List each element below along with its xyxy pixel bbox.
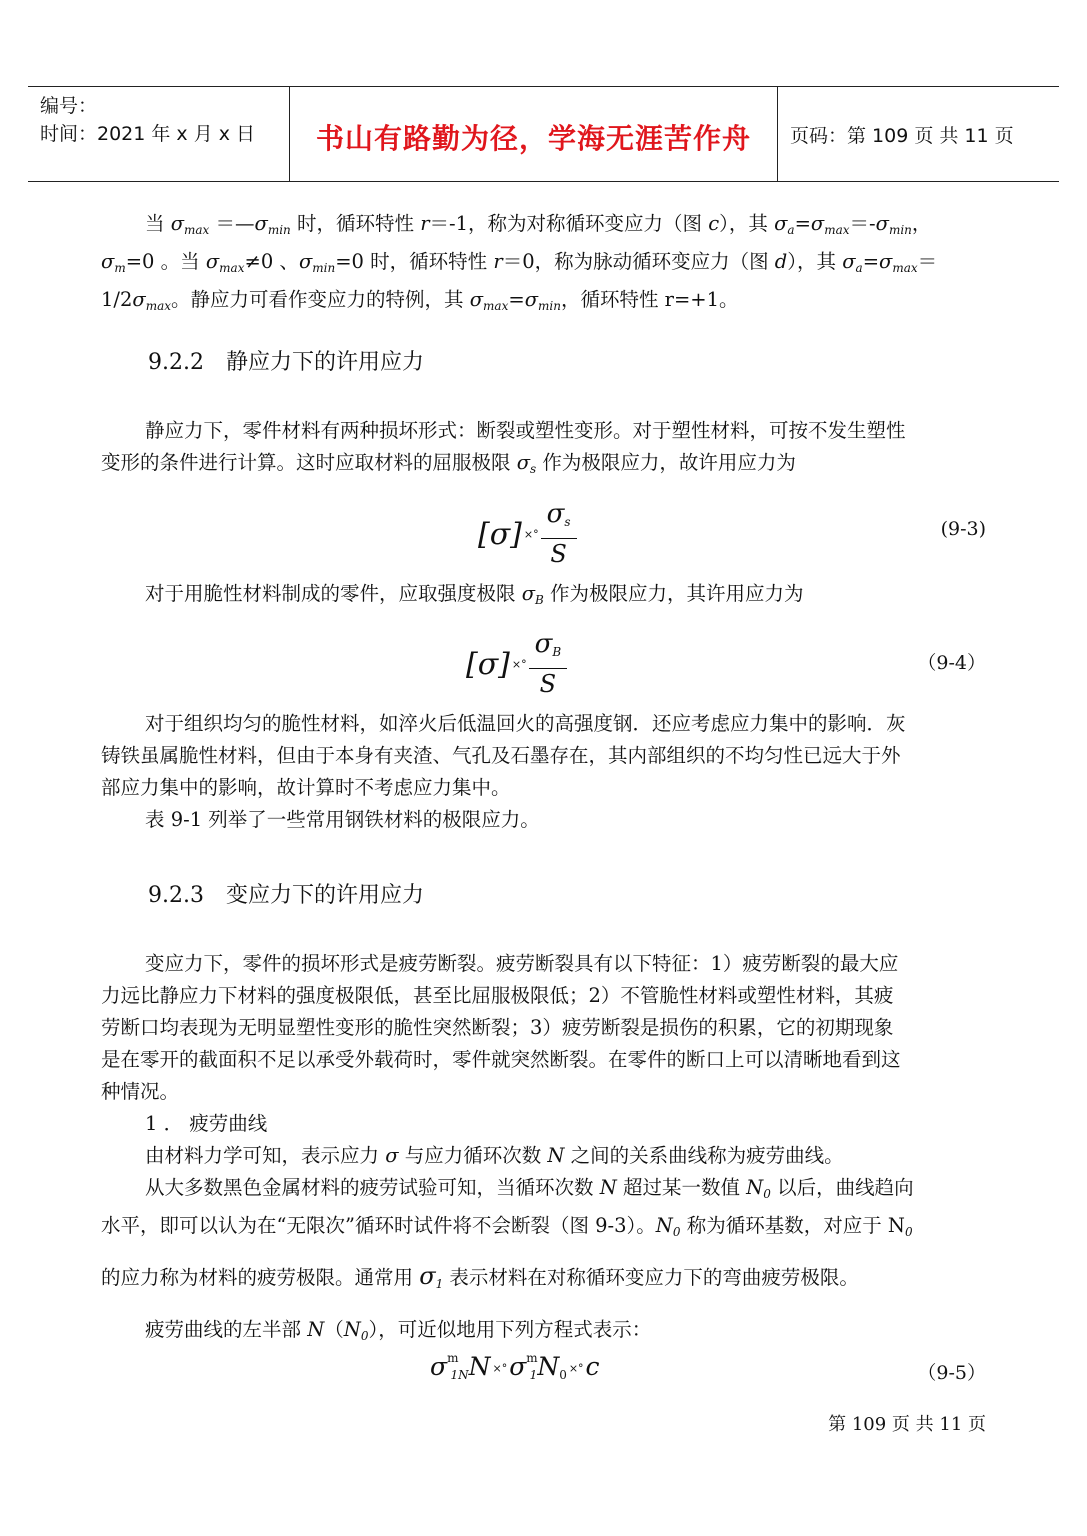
text-line: 对于用脆性材料制成的零件，应取强度极限 $\sigma_B$ 作为极限应力，其许用应力为 bbox=[145, 582, 804, 607]
page-footer: 第 109 页 共 11 页 bbox=[828, 1414, 986, 1435]
equation-label-9-4: （9-4） bbox=[917, 652, 986, 674]
allowable-stress-symbol: [σ] bbox=[478, 517, 522, 552]
equation-fraction: $\frac{\sigma_B}{S}$ bbox=[529, 630, 568, 699]
text-line: 铸铁虽属脆性材料，但由于本身有夹渣、气孔及石墨存在，其内部组织的不均匀性已远大于外 bbox=[101, 744, 901, 767]
text-line: 表 9-1 列举了一些常用钢铁材料的极限应力。 bbox=[145, 808, 540, 831]
document-date: 时间：2021 年 x 月 x 日 bbox=[40, 123, 256, 145]
equation-glyph: ×° bbox=[523, 528, 539, 541]
section-number: 9.2.2 bbox=[148, 350, 204, 375]
paragraph-fatigue bbox=[101, 948, 986, 1352]
equation-9-4 bbox=[466, 630, 567, 699]
equation-label-9-3: (9-3) bbox=[940, 518, 986, 540]
section-title: 静应力下的许用应力 bbox=[225, 350, 424, 375]
equation-label-9-5: （9-5） bbox=[917, 1362, 986, 1384]
list-item-fatigue-curve: 1 ． 疲劳曲线 bbox=[145, 1112, 268, 1135]
text-line: 变应力下，零件的损坏形式是疲劳断裂。疲劳断裂具有以下特征：1）疲劳断裂的最大应 bbox=[145, 952, 899, 975]
header-page-cell bbox=[778, 87, 1059, 181]
paragraph-brittle-material bbox=[101, 578, 986, 616]
paragraph-stress-concentration bbox=[101, 708, 986, 836]
text-line: 部应力集中的影响，故计算时不考虑应力集中。 bbox=[101, 776, 511, 799]
text-line: 由材料力学可知，表示应力 σ 与应力循环次数 N 之间的关系曲线称为疲劳曲线。 bbox=[145, 1144, 844, 1167]
motto-text: 书山有路勤为径，学海无涯苦作舟 bbox=[315, 122, 751, 155]
text-line: 疲劳曲线的左半部 $N(N_0)$，可近似地用下列方程式表示： bbox=[145, 1318, 652, 1343]
text-line: 变形的条件进行计算。这时应取材料的屈服极限 $\sigma_s$ 作为极限应力，故许用应力为 bbox=[101, 451, 796, 476]
equation-9-5: $\sigma^m_{1N}N \times^\circ\sigma^m_1N_0 \times^\circ c$ bbox=[430, 1350, 600, 1382]
section-number: 9.2.3 bbox=[148, 883, 204, 908]
text-line: 从大多数黑色金属材料的疲劳试验可知，当循环次数 N 超过某一数值 $N_0$ 以后，曲线趋向 bbox=[145, 1176, 914, 1201]
text-line: 劳断口均表现为无明显塑性变形的脆性突然断裂；3）疲劳断裂是损伤的积累，它的初期现象 bbox=[101, 1016, 894, 1039]
text-line: $\sigma_m=0$ 。当 $\sigma_{max}\ne 0$ 、$\sigma_{min}=0$ 时，循环特性 r＝0，称为脉动循环变应力（图 d），其 $\sigma_a=\sigma_{max}=$ bbox=[101, 250, 938, 275]
document-number-label: 编号： bbox=[40, 95, 98, 117]
page-code: 页码：第 109 页 共 11 页 bbox=[790, 125, 1014, 147]
text-line: 对于组织均匀的脆性材料，如淬火后低温回火的高强度钢．还应考虑应力集中的影响．灰 bbox=[145, 712, 906, 735]
section-heading-9-2-3 bbox=[148, 878, 424, 909]
section-heading-9-2-2 bbox=[148, 345, 424, 376]
header-motto-cell bbox=[290, 87, 778, 181]
section-title: 变应力下的许用应力 bbox=[225, 883, 424, 908]
text-line: 的应力称为材料的疲劳极限。通常用 $\sigma_1$ 表示材料在对称循环变应力下的弯曲疲劳极限。 bbox=[101, 1262, 859, 1291]
equation-glyph: ×° bbox=[511, 658, 527, 671]
text-line: 当 $\sigma_{max}$ $=—\sigma_{min}$ 时，循环特性 r＝-1，称为对称循环变应力（图 c），其 $\sigma_a=\sigma_{max}=-\sigma_{min}$， bbox=[145, 212, 932, 237]
text-line: $1/2\sigma_{max}$。静应力可看作变应力的特例，其 $\sigma_{max}=\sigma_{min}$，循环特性 r=+1。 bbox=[101, 288, 739, 313]
allowable-stress-symbol: [σ] bbox=[466, 647, 510, 682]
text-line: 力远比静应力下材料的强度极限低，甚至比屈服极限低；2）不管脆性材料或塑性材料，其疲 bbox=[101, 984, 894, 1007]
text-line: 水平，即可以认为在“无限次”循环时试件将不会断裂（图 9-3）。$N_0$ 称为循环基数，对应于 $N_0$ bbox=[101, 1214, 913, 1239]
page-header bbox=[28, 86, 1059, 182]
equation-fraction: $\frac{\sigma_s}{S}$ bbox=[541, 500, 577, 569]
header-meta-cell bbox=[28, 87, 290, 181]
paragraph-static-stress bbox=[101, 415, 986, 485]
equation-9-3 bbox=[478, 500, 577, 569]
paragraph-cycle-characteristics bbox=[101, 208, 986, 322]
text-line: 是在零开的截面积不足以承受外载荷时，零件就突然断裂。在零件的断口上可以清晰地看到这 bbox=[101, 1048, 901, 1071]
text-line: 种情况。 bbox=[101, 1080, 180, 1103]
text-line: 静应力下，零件材料有两种损坏形式：断裂或塑性变形。对于塑性材料，可按不发生塑性 bbox=[145, 419, 906, 442]
